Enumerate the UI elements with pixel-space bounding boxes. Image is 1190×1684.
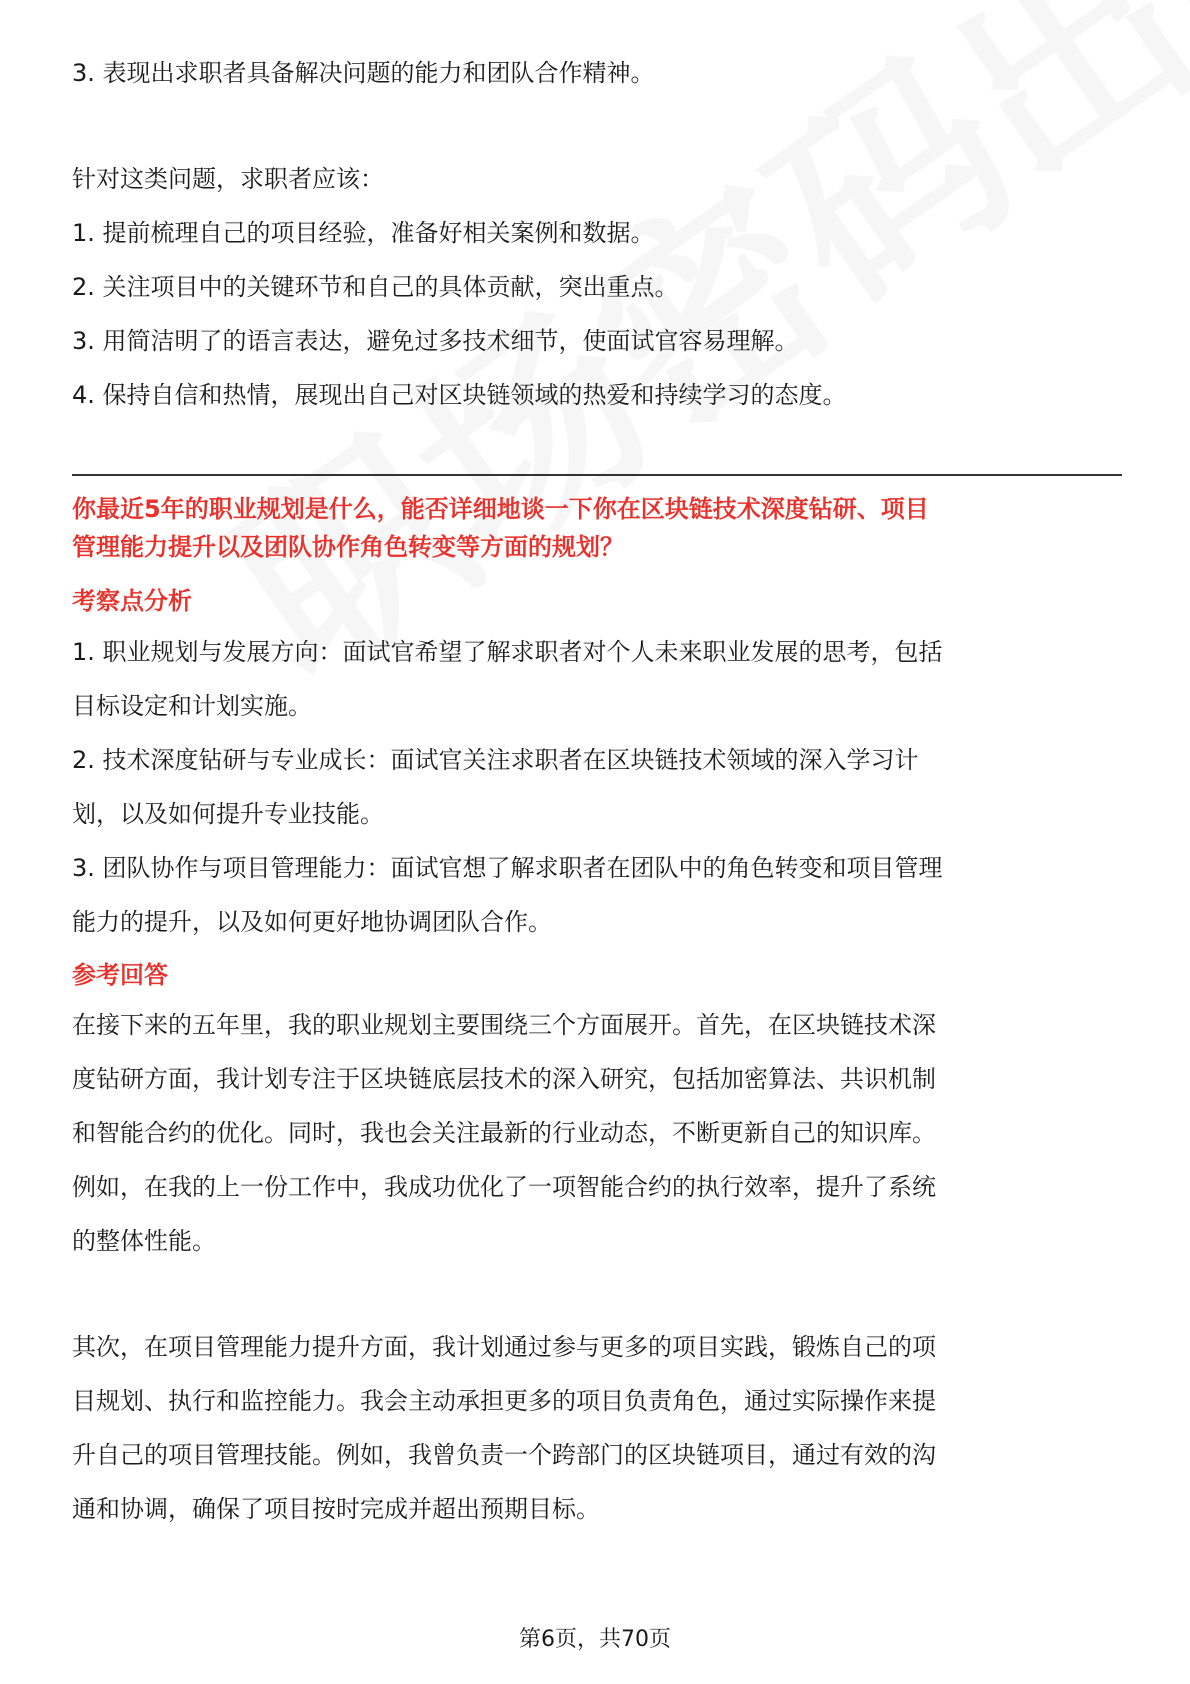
list-item: 2. 关注项目中的关键环节和自己的具体贡献，突出重点。 [72, 273, 679, 301]
list-item: 4. 保持自信和热情，展现出自己对区块链领域的热爱和持续学习的态度。 [72, 381, 847, 409]
analysis-point-1-line-2: 目标设定和计划实施。 [72, 692, 312, 720]
answer-para1-line: 例如，在我的上一份工作中，我成功优化了一项智能合约的执行效率，提升了系统 [72, 1173, 936, 1201]
answer-para2-line: 升自己的项目管理技能。例如，我曾负责一个跨部门的区块链项目，通过有效的沟 [72, 1441, 936, 1469]
analysis-point-2-line-1: 2. 技术深度钻研与专业成长：面试官关注求职者在区块链技术领域的深入学习计 [72, 746, 919, 774]
list-item: 1. 提前梳理自己的项目经验，准备好相关案例和数据。 [72, 219, 655, 247]
answer-heading: 参考回答 [72, 961, 168, 989]
watermark [160, 0, 1190, 739]
page-number: 第6页，共70页 [519, 1627, 671, 1652]
analysis-heading: 考察点分析 [72, 587, 192, 615]
question-line-1: 你最近5年的职业规划是什么，能否详细地谈一下你在区块链技术深度钻研、项目 [72, 495, 929, 523]
answer-para2-line: 目规划、执行和监控能力。我会主动承担更多的项目负责角色，通过实际操作来提 [72, 1387, 936, 1415]
analysis-point-2-line-2: 划，以及如何提升专业技能。 [72, 800, 384, 828]
tips-intro: 针对这类问题，求职者应该： [72, 165, 384, 193]
answer-para1-line: 的整体性能。 [72, 1227, 216, 1255]
answer-para2-line: 其次，在项目管理能力提升方面，我计划通过参与更多的项目实践，锻炼自己的项 [72, 1333, 936, 1361]
analysis-point-1-line-1: 1. 职业规划与发展方向：面试官希望了解求职者对个人未来职业发展的思考，包括 [72, 638, 943, 666]
question-line-2: 管理能力提升以及团队协作角色转变等方面的规划？ [72, 533, 624, 561]
analysis-point-3-line-2: 能力的提升，以及如何更好地协调团队合作。 [72, 908, 552, 936]
section-divider [72, 474, 1122, 476]
analysis-point-3-line-1: 3. 团队协作与项目管理能力：面试官想了解求职者在团队中的角色转变和项目管理 [72, 854, 943, 882]
answer-para1-line: 在接下来的五年里，我的职业规划主要围绕三个方面展开。首先，在区块链技术深 [72, 1011, 936, 1039]
answer-para2-line: 通和协调，确保了项目按时完成并超出预期目标。 [72, 1495, 600, 1523]
answer-para1-line: 度钻研方面，我计划专注于区块链底层技术的深入研究，包括加密算法、共识机制 [72, 1065, 936, 1093]
list-item: 3. 表现出求职者具备解决问题的能力和团队合作精神。 [72, 59, 655, 87]
list-item: 3. 用简洁明了的语言表达，避免过多技术细节，使面试官容易理解。 [72, 327, 799, 355]
answer-para1-line: 和智能合约的优化。同时，我也会关注最新的行业动态，不断更新自己的知识库。 [72, 1119, 936, 1147]
